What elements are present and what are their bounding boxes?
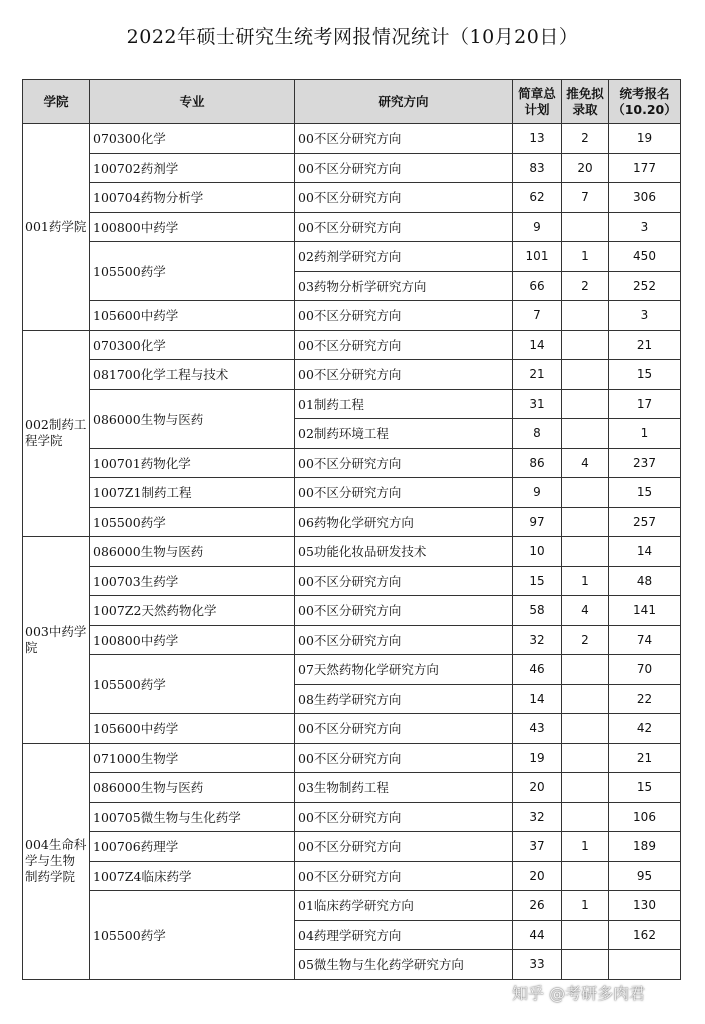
plan-cell: 14 — [513, 330, 562, 360]
table-row — [23, 655, 681, 685]
exempt-cell — [562, 537, 609, 567]
plan-cell: 33 — [513, 950, 562, 980]
apply-cell: 70 — [609, 655, 681, 685]
exempt-cell — [562, 478, 609, 508]
table-row — [23, 714, 681, 744]
major-cell: 1007Z4临床药学 — [90, 861, 295, 891]
exempt-cell — [562, 743, 609, 773]
direction-cell: 02制药环境工程 — [295, 419, 513, 449]
plan-cell: 58 — [513, 596, 562, 626]
direction-cell: 00不区分研究方向 — [295, 360, 513, 390]
major-cell: 105500药学 — [90, 655, 295, 714]
table-row — [23, 507, 681, 537]
table-row — [23, 478, 681, 508]
apply-cell: 22 — [609, 684, 681, 714]
direction-cell: 00不区分研究方向 — [295, 743, 513, 773]
major-cell: 105600中药学 — [90, 714, 295, 744]
school-cell: 004生命科学与生物制药学院 — [23, 743, 90, 979]
apply-cell: 130 — [609, 891, 681, 921]
plan-cell: 26 — [513, 891, 562, 921]
direction-cell: 08生药学研究方向 — [295, 684, 513, 714]
exempt-cell — [562, 655, 609, 685]
table-row — [23, 212, 681, 242]
apply-cell: 450 — [609, 242, 681, 272]
major-cell: 100800中药学 — [90, 212, 295, 242]
apply-cell: 42 — [609, 714, 681, 744]
table-row — [23, 802, 681, 832]
apply-cell: 74 — [609, 625, 681, 655]
exempt-cell: 7 — [562, 183, 609, 213]
direction-cell: 00不区分研究方向 — [295, 566, 513, 596]
apply-cell — [609, 950, 681, 980]
major-cell: 100705微生物与生化药学 — [90, 802, 295, 832]
exempt-cell — [562, 920, 609, 950]
apply-cell: 15 — [609, 478, 681, 508]
table-row — [23, 596, 681, 626]
table-row — [23, 360, 681, 390]
exempt-cell — [562, 861, 609, 891]
header-school: 学院 — [23, 80, 90, 124]
plan-cell: 43 — [513, 714, 562, 744]
direction-cell: 03生物制药工程 — [295, 773, 513, 803]
apply-cell: 177 — [609, 153, 681, 183]
plan-cell: 7 — [513, 301, 562, 331]
school-cell: 001药学院 — [23, 124, 90, 331]
major-cell: 086000生物与医药 — [90, 537, 295, 567]
apply-cell: 14 — [609, 537, 681, 567]
apply-cell: 17 — [609, 389, 681, 419]
direction-cell: 02药剂学研究方向 — [295, 242, 513, 272]
direction-cell: 00不区分研究方向 — [295, 861, 513, 891]
apply-cell: 306 — [609, 183, 681, 213]
enrollment-table — [22, 79, 681, 980]
plan-cell: 8 — [513, 419, 562, 449]
watermark: 知乎 @考研多肉君 — [512, 984, 646, 1003]
header-row — [23, 80, 681, 124]
direction-cell: 00不区分研究方向 — [295, 183, 513, 213]
table-row — [23, 832, 681, 862]
apply-cell: 19 — [609, 124, 681, 154]
direction-cell: 00不区分研究方向 — [295, 212, 513, 242]
major-cell: 100702药剂学 — [90, 153, 295, 183]
plan-cell: 44 — [513, 920, 562, 950]
plan-cell: 14 — [513, 684, 562, 714]
exempt-cell: 1 — [562, 832, 609, 862]
direction-cell: 00不区分研究方向 — [295, 301, 513, 331]
apply-cell: 15 — [609, 773, 681, 803]
exempt-cell — [562, 360, 609, 390]
exempt-cell: 1 — [562, 891, 609, 921]
major-cell: 100800中药学 — [90, 625, 295, 655]
direction-cell: 00不区分研究方向 — [295, 802, 513, 832]
plan-cell: 19 — [513, 743, 562, 773]
direction-cell: 07天然药物化学研究方向 — [295, 655, 513, 685]
school-cell: 002制药工程学院 — [23, 330, 90, 537]
apply-cell: 21 — [609, 743, 681, 773]
apply-cell: 162 — [609, 920, 681, 950]
plan-cell: 9 — [513, 212, 562, 242]
plan-cell: 20 — [513, 861, 562, 891]
plan-cell: 97 — [513, 507, 562, 537]
major-cell: 105500药学 — [90, 507, 295, 537]
header-major: 专业 — [90, 80, 295, 124]
table-row — [23, 301, 681, 331]
apply-cell: 141 — [609, 596, 681, 626]
plan-cell: 37 — [513, 832, 562, 862]
header-exempt: 推免拟录取 — [562, 80, 609, 124]
major-cell: 100701药物化学 — [90, 448, 295, 478]
plan-cell: 20 — [513, 773, 562, 803]
table-body — [23, 124, 681, 980]
plan-cell: 13 — [513, 124, 562, 154]
plan-cell: 62 — [513, 183, 562, 213]
major-cell: 086000生物与医药 — [90, 773, 295, 803]
plan-cell: 46 — [513, 655, 562, 685]
page-title: 2022年硕士研究生统考网报情况统计（10月20日） — [126, 26, 579, 48]
apply-cell: 3 — [609, 212, 681, 242]
direction-cell: 03药物分析学研究方向 — [295, 271, 513, 301]
exempt-cell — [562, 950, 609, 980]
major-cell: 100704药物分析学 — [90, 183, 295, 213]
major-cell: 071000生物学 — [90, 743, 295, 773]
direction-cell: 00不区分研究方向 — [295, 153, 513, 183]
header-plan: 简章总计划 — [513, 80, 562, 124]
table-row — [23, 773, 681, 803]
table-header — [23, 80, 681, 124]
major-cell: 070300化学 — [90, 330, 295, 360]
table-row — [23, 330, 681, 360]
table-row — [23, 183, 681, 213]
table-row — [23, 153, 681, 183]
exempt-cell — [562, 301, 609, 331]
school-cell: 003中药学院 — [23, 537, 90, 744]
apply-cell: 252 — [609, 271, 681, 301]
exempt-cell: 20 — [562, 153, 609, 183]
plan-cell: 10 — [513, 537, 562, 567]
direction-cell: 00不区分研究方向 — [295, 596, 513, 626]
table-row — [23, 448, 681, 478]
direction-cell: 05功能化妆品研发技术 — [295, 537, 513, 567]
table-row — [23, 625, 681, 655]
direction-cell: 00不区分研究方向 — [295, 478, 513, 508]
major-cell: 105500药学 — [90, 242, 295, 301]
table-row — [23, 389, 681, 419]
exempt-cell — [562, 802, 609, 832]
table-row — [23, 537, 681, 567]
apply-cell: 3 — [609, 301, 681, 331]
apply-cell: 1 — [609, 419, 681, 449]
apply-cell: 21 — [609, 330, 681, 360]
apply-cell: 189 — [609, 832, 681, 862]
direction-cell: 00不区分研究方向 — [295, 448, 513, 478]
direction-cell: 04药理学研究方向 — [295, 920, 513, 950]
direction-cell: 06药物化学研究方向 — [295, 507, 513, 537]
direction-cell: 00不区分研究方向 — [295, 714, 513, 744]
major-cell: 081700化学工程与技术 — [90, 360, 295, 390]
header-direction: 研究方向 — [295, 80, 513, 124]
exempt-cell — [562, 684, 609, 714]
direction-cell: 00不区分研究方向 — [295, 330, 513, 360]
apply-cell: 106 — [609, 802, 681, 832]
apply-cell: 257 — [609, 507, 681, 537]
major-cell: 1007Z2天然药物化学 — [90, 596, 295, 626]
direction-cell: 00不区分研究方向 — [295, 625, 513, 655]
direction-cell: 00不区分研究方向 — [295, 832, 513, 862]
exempt-cell — [562, 389, 609, 419]
apply-cell: 48 — [609, 566, 681, 596]
table-row — [23, 124, 681, 154]
plan-cell: 86 — [513, 448, 562, 478]
plan-cell: 101 — [513, 242, 562, 272]
table-row — [23, 743, 681, 773]
exempt-cell: 4 — [562, 596, 609, 626]
plan-cell: 31 — [513, 389, 562, 419]
apply-cell: 237 — [609, 448, 681, 478]
exempt-cell — [562, 212, 609, 242]
apply-cell: 95 — [609, 861, 681, 891]
direction-cell: 01制药工程 — [295, 389, 513, 419]
exempt-cell: 2 — [562, 625, 609, 655]
exempt-cell — [562, 419, 609, 449]
exempt-cell — [562, 773, 609, 803]
exempt-cell — [562, 507, 609, 537]
exempt-cell: 1 — [562, 566, 609, 596]
apply-cell: 15 — [609, 360, 681, 390]
exempt-cell — [562, 330, 609, 360]
exempt-cell — [562, 714, 609, 744]
exempt-cell: 2 — [562, 271, 609, 301]
direction-cell: 05微生物与生化药学研究方向 — [295, 950, 513, 980]
plan-cell: 9 — [513, 478, 562, 508]
exempt-cell: 4 — [562, 448, 609, 478]
plan-cell: 15 — [513, 566, 562, 596]
major-cell: 070300化学 — [90, 124, 295, 154]
direction-cell: 01临床药学研究方向 — [295, 891, 513, 921]
major-cell: 1007Z1制药工程 — [90, 478, 295, 508]
table-row — [23, 891, 681, 921]
table-row — [23, 861, 681, 891]
major-cell: 105600中药学 — [90, 301, 295, 331]
exempt-cell: 1 — [562, 242, 609, 272]
direction-cell: 00不区分研究方向 — [295, 124, 513, 154]
table-row — [23, 566, 681, 596]
table-row — [23, 242, 681, 272]
plan-cell: 21 — [513, 360, 562, 390]
plan-cell: 32 — [513, 802, 562, 832]
plan-cell: 32 — [513, 625, 562, 655]
major-cell: 100703生药学 — [90, 566, 295, 596]
major-cell: 105500药学 — [90, 891, 295, 980]
exempt-cell: 2 — [562, 124, 609, 154]
plan-cell: 66 — [513, 271, 562, 301]
major-cell: 086000生物与医药 — [90, 389, 295, 448]
plan-cell: 83 — [513, 153, 562, 183]
header-apply: 统考报名（10.20） — [609, 80, 681, 124]
major-cell: 100706药理学 — [90, 832, 295, 862]
